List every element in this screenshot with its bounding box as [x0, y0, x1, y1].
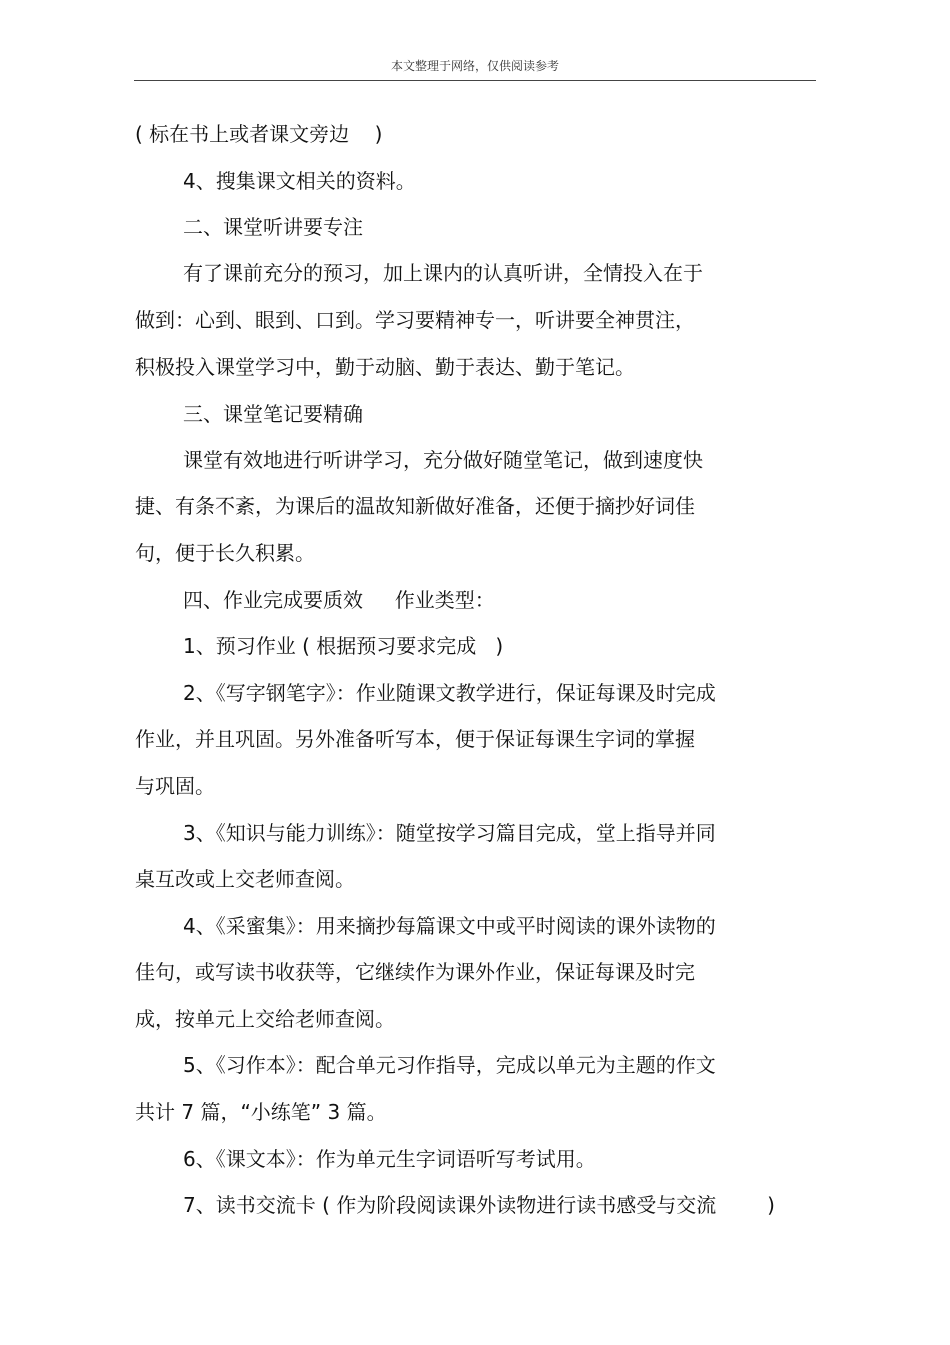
text-line: 有了课前充分的预习，加上课内的认真听讲，全情投入在于	[183, 261, 703, 285]
text-line: 与巩固。	[135, 774, 215, 798]
text-line: 4、《采蜜集》：用来摘抄每篇课文中或平时阅读的课外读物的	[183, 914, 716, 938]
text-line: 5、《习作本》：配合单元习作指导，完成以单元为主题的作文	[183, 1053, 716, 1077]
text-line: 做到：心到、眼到、口到。学习要精神专一，听讲要全神贯注，	[135, 308, 695, 332]
text-line: 2、《写字钢笔字》：作业随课文教学进行，保证每课及时完成	[183, 681, 716, 705]
text-line: 1、预习作业 ( 根据预习要求完成 )	[183, 634, 504, 658]
text-line: 3、《知识与能力训练》：随堂按学习篇目完成，堂上指导并同	[183, 821, 716, 845]
text-line: ( 标在书上或者课文旁边 )	[135, 122, 383, 146]
text-line: 课堂有效地进行听讲学习，充分做好随堂笔记，做到速度快	[183, 448, 703, 472]
page-header: 本文整理于网络，仅供阅读参考	[390, 59, 559, 73]
text-line: 积极投入课堂学习中，勤于动脑、勤于表达、勤于笔记。	[135, 355, 635, 379]
section-heading: 二、课堂听讲要专注	[183, 215, 363, 239]
text-line: 佳句，或写读书收获等，它继续作为课外作业，保证每课及时完	[135, 960, 695, 984]
text-line: 共计 7 篇，“小练笔” 3 篇。	[135, 1100, 387, 1124]
text-line: 成，按单元上交给老师查阅。	[135, 1007, 395, 1031]
text-line: 捷、有条不紊，为课后的温故知新做好准备，还便于摘抄好词佳	[135, 494, 695, 518]
text-line: 4、搜集课文相关的资料。	[183, 169, 416, 193]
header-rule	[134, 80, 816, 81]
text-line: 桌互改或上交老师查阅。	[135, 867, 355, 891]
section-heading: 四、作业完成要质效 作业类型：	[183, 588, 495, 612]
text-line: 7、读书交流卡 ( 作为阶段阅读课外读物进行读书感受与交流 )	[183, 1193, 775, 1217]
text-line: 句，便于长久积累。	[135, 541, 315, 565]
section-heading: 三、课堂笔记要精确	[183, 402, 363, 426]
text-line: 作业，并且巩固。另外准备听写本，便于保证每课生字词的掌握	[135, 727, 695, 751]
text-line: 6、《课文本》：作为单元生字词语听写考试用。	[183, 1147, 596, 1171]
